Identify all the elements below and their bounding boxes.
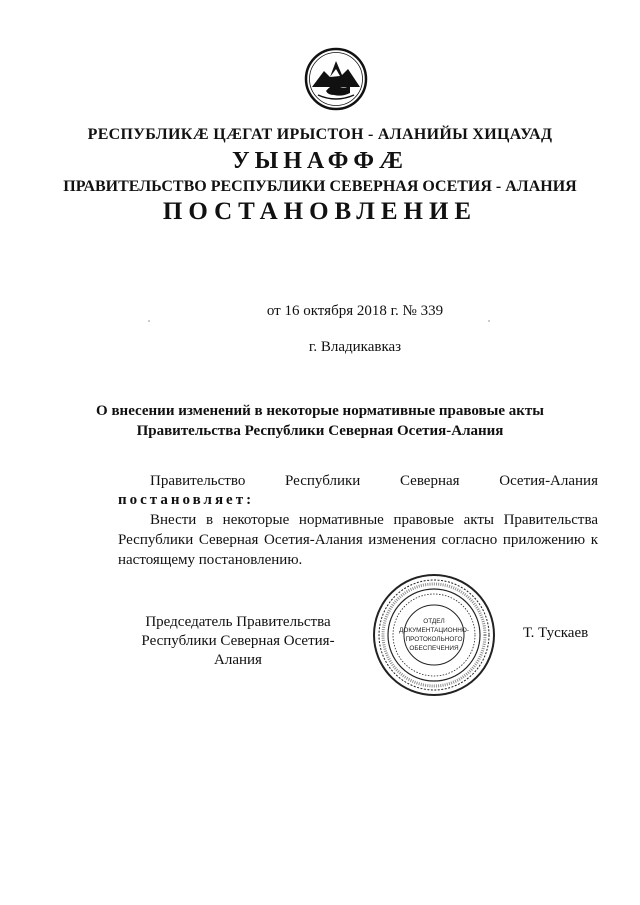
signatory-title-line-2: Республики Северная Осетия-Алания bbox=[141, 633, 335, 668]
body-word: Северная bbox=[399, 473, 460, 489]
body-word: Правительство bbox=[150, 473, 246, 489]
signatory-title bbox=[118, 613, 358, 670]
scan-speck bbox=[148, 320, 150, 322]
header-ossetian: РЕСПУБЛИКӔ ЦӔГАТ ИРЫСТОН - АЛАНИЙЫ ХИЦАУАД bbox=[87, 126, 553, 143]
document-date-number: от 16 октября 2018 г. № 339 bbox=[266, 303, 444, 319]
coat-of-arms-emblem bbox=[304, 47, 368, 111]
document-type-title: ПОСТАНОВЛЕНИЕ bbox=[162, 198, 478, 225]
signatory-name: Т. Тускаев bbox=[523, 625, 589, 641]
document-city: г. Владикавказ bbox=[308, 339, 402, 355]
seal-center-text: ОБЕСПЕЧЕНИЯ bbox=[409, 645, 459, 652]
body-word: Республики bbox=[285, 473, 361, 489]
body-first-line bbox=[150, 473, 598, 490]
header-decree-ossetian: УЫНАФФӔ bbox=[232, 148, 408, 174]
body-paragraph: Внести в некоторые нормативные правовые акты Правительства Республики Северная Осетия-Алания изменения согласно приложению к настоящему постановлению. bbox=[118, 512, 598, 568]
seal-center-text: ПРОТОКОЛЬНОГО bbox=[405, 636, 463, 643]
official-seal bbox=[371, 572, 497, 698]
seal-center-text: ОТДЕЛ bbox=[423, 618, 445, 625]
decrees-word: постановляет: bbox=[118, 492, 255, 508]
body-word: Осетия-Алания bbox=[499, 473, 598, 489]
seal-center-text: ДОКУМЕНТАЦИОННО- bbox=[399, 627, 469, 634]
signatory-title-line-1: Председатель Правительства bbox=[145, 614, 331, 630]
subject-line-1: О внесении изменений в некоторые нормативные правовые акты bbox=[96, 403, 544, 419]
scan-speck bbox=[488, 320, 490, 322]
subject-line-2: Правительства Республики Северная Осетия-Алания bbox=[136, 423, 504, 439]
header-government: ПРАВИТЕЛЬСТВО РЕСПУБЛИКИ СЕВЕРНАЯ ОСЕТИЯ - АЛАНИЯ bbox=[63, 178, 577, 195]
